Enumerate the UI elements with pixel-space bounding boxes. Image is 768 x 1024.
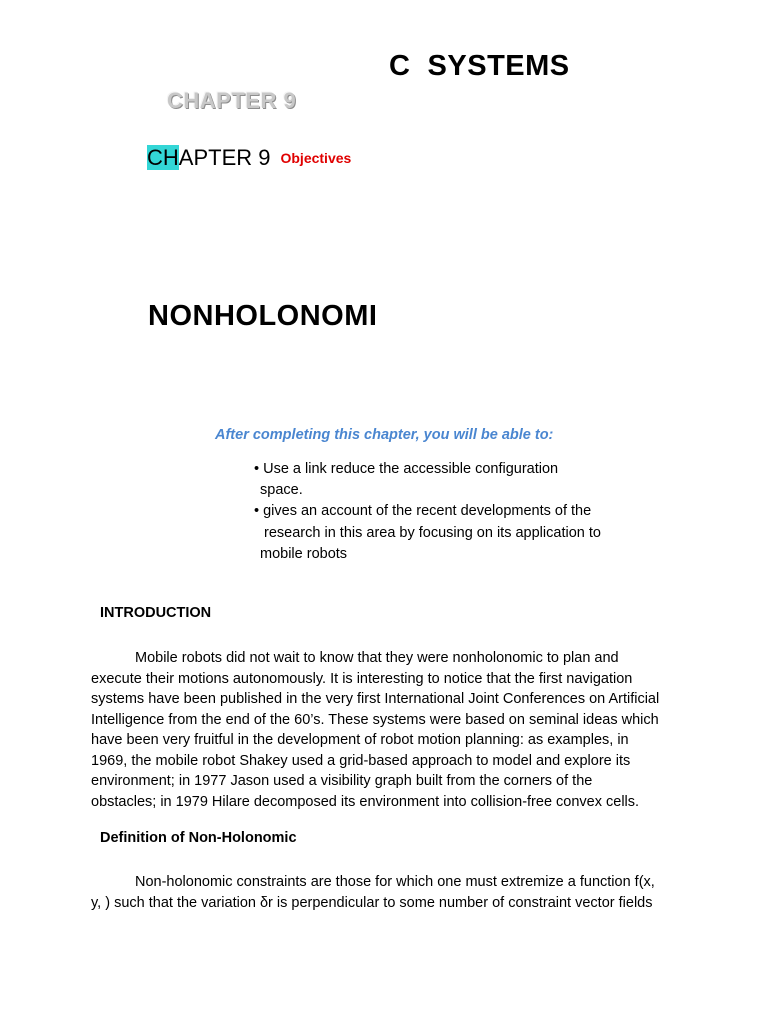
- chapter-embossed-heading: CHAPTER 9: [167, 88, 297, 113]
- paragraph-line: Non-holonomic constraints are those for which one must extremize a function f(x,: [135, 874, 655, 890]
- chapter-line-text: APTER 9: [178, 145, 271, 170]
- objectives-list: [254, 459, 644, 565]
- introduction-paragraph: [91, 648, 687, 812]
- main-heading: NONHOLONOMI: [148, 300, 378, 332]
- list-item: [254, 459, 644, 501]
- paragraph-line: Intelligence from the end of the 60’s. These systems were based on seminal ideas which: [91, 711, 659, 728]
- section-heading-introduction: INTRODUCTION: [100, 605, 212, 621]
- paragraph-line: systems have been published in the very first International Joint Conferences on Artificial: [91, 691, 660, 707]
- list-item-line: research in this area by focusing on its application to: [260, 524, 601, 541]
- list-item-line: • Use a link reduce the accessible configuration: [254, 461, 559, 477]
- objectives-intro: After completing this chapter, you will be able to:: [215, 427, 554, 443]
- paragraph-line: have been very fruitful in the development of robot motion planning: as examples, in: [91, 732, 629, 748]
- paragraph-line: execute their motions autonomously. It is interesting to notice that the first navigation: [91, 670, 633, 687]
- paragraph-line: y, ) such that the variation δr is perpendicular to some number of constraint vector fields: [91, 894, 653, 911]
- paragraph-line: Mobile robots did not wait to know that they were nonholonomic to plan and: [135, 650, 619, 666]
- list-item: [254, 501, 644, 565]
- document-title: C SYSTEMS: [389, 50, 570, 82]
- list-item-line: space.: [260, 482, 303, 499]
- paragraph-line: 1969, the mobile robot Shakey used a grid-based approach to model and explore its: [91, 752, 631, 769]
- list-item-line: mobile robots: [260, 545, 348, 562]
- objectives-label: Objectives: [280, 150, 352, 166]
- paragraph-line: environment; in 1977 Jason used a visibility graph built from the corners of the: [91, 773, 593, 789]
- highlighted-text: CH: [147, 145, 179, 170]
- definition-paragraph: [91, 872, 687, 913]
- section-heading-definition: Definition of Non-Holonomic: [100, 830, 297, 846]
- list-item-line: • gives an account of the recent developments of the: [254, 503, 592, 520]
- chapter-line: [147, 145, 351, 171]
- paragraph-line: obstacles; in 1979 Hilare decomposed its environment into collision-free convex cells.: [91, 793, 640, 810]
